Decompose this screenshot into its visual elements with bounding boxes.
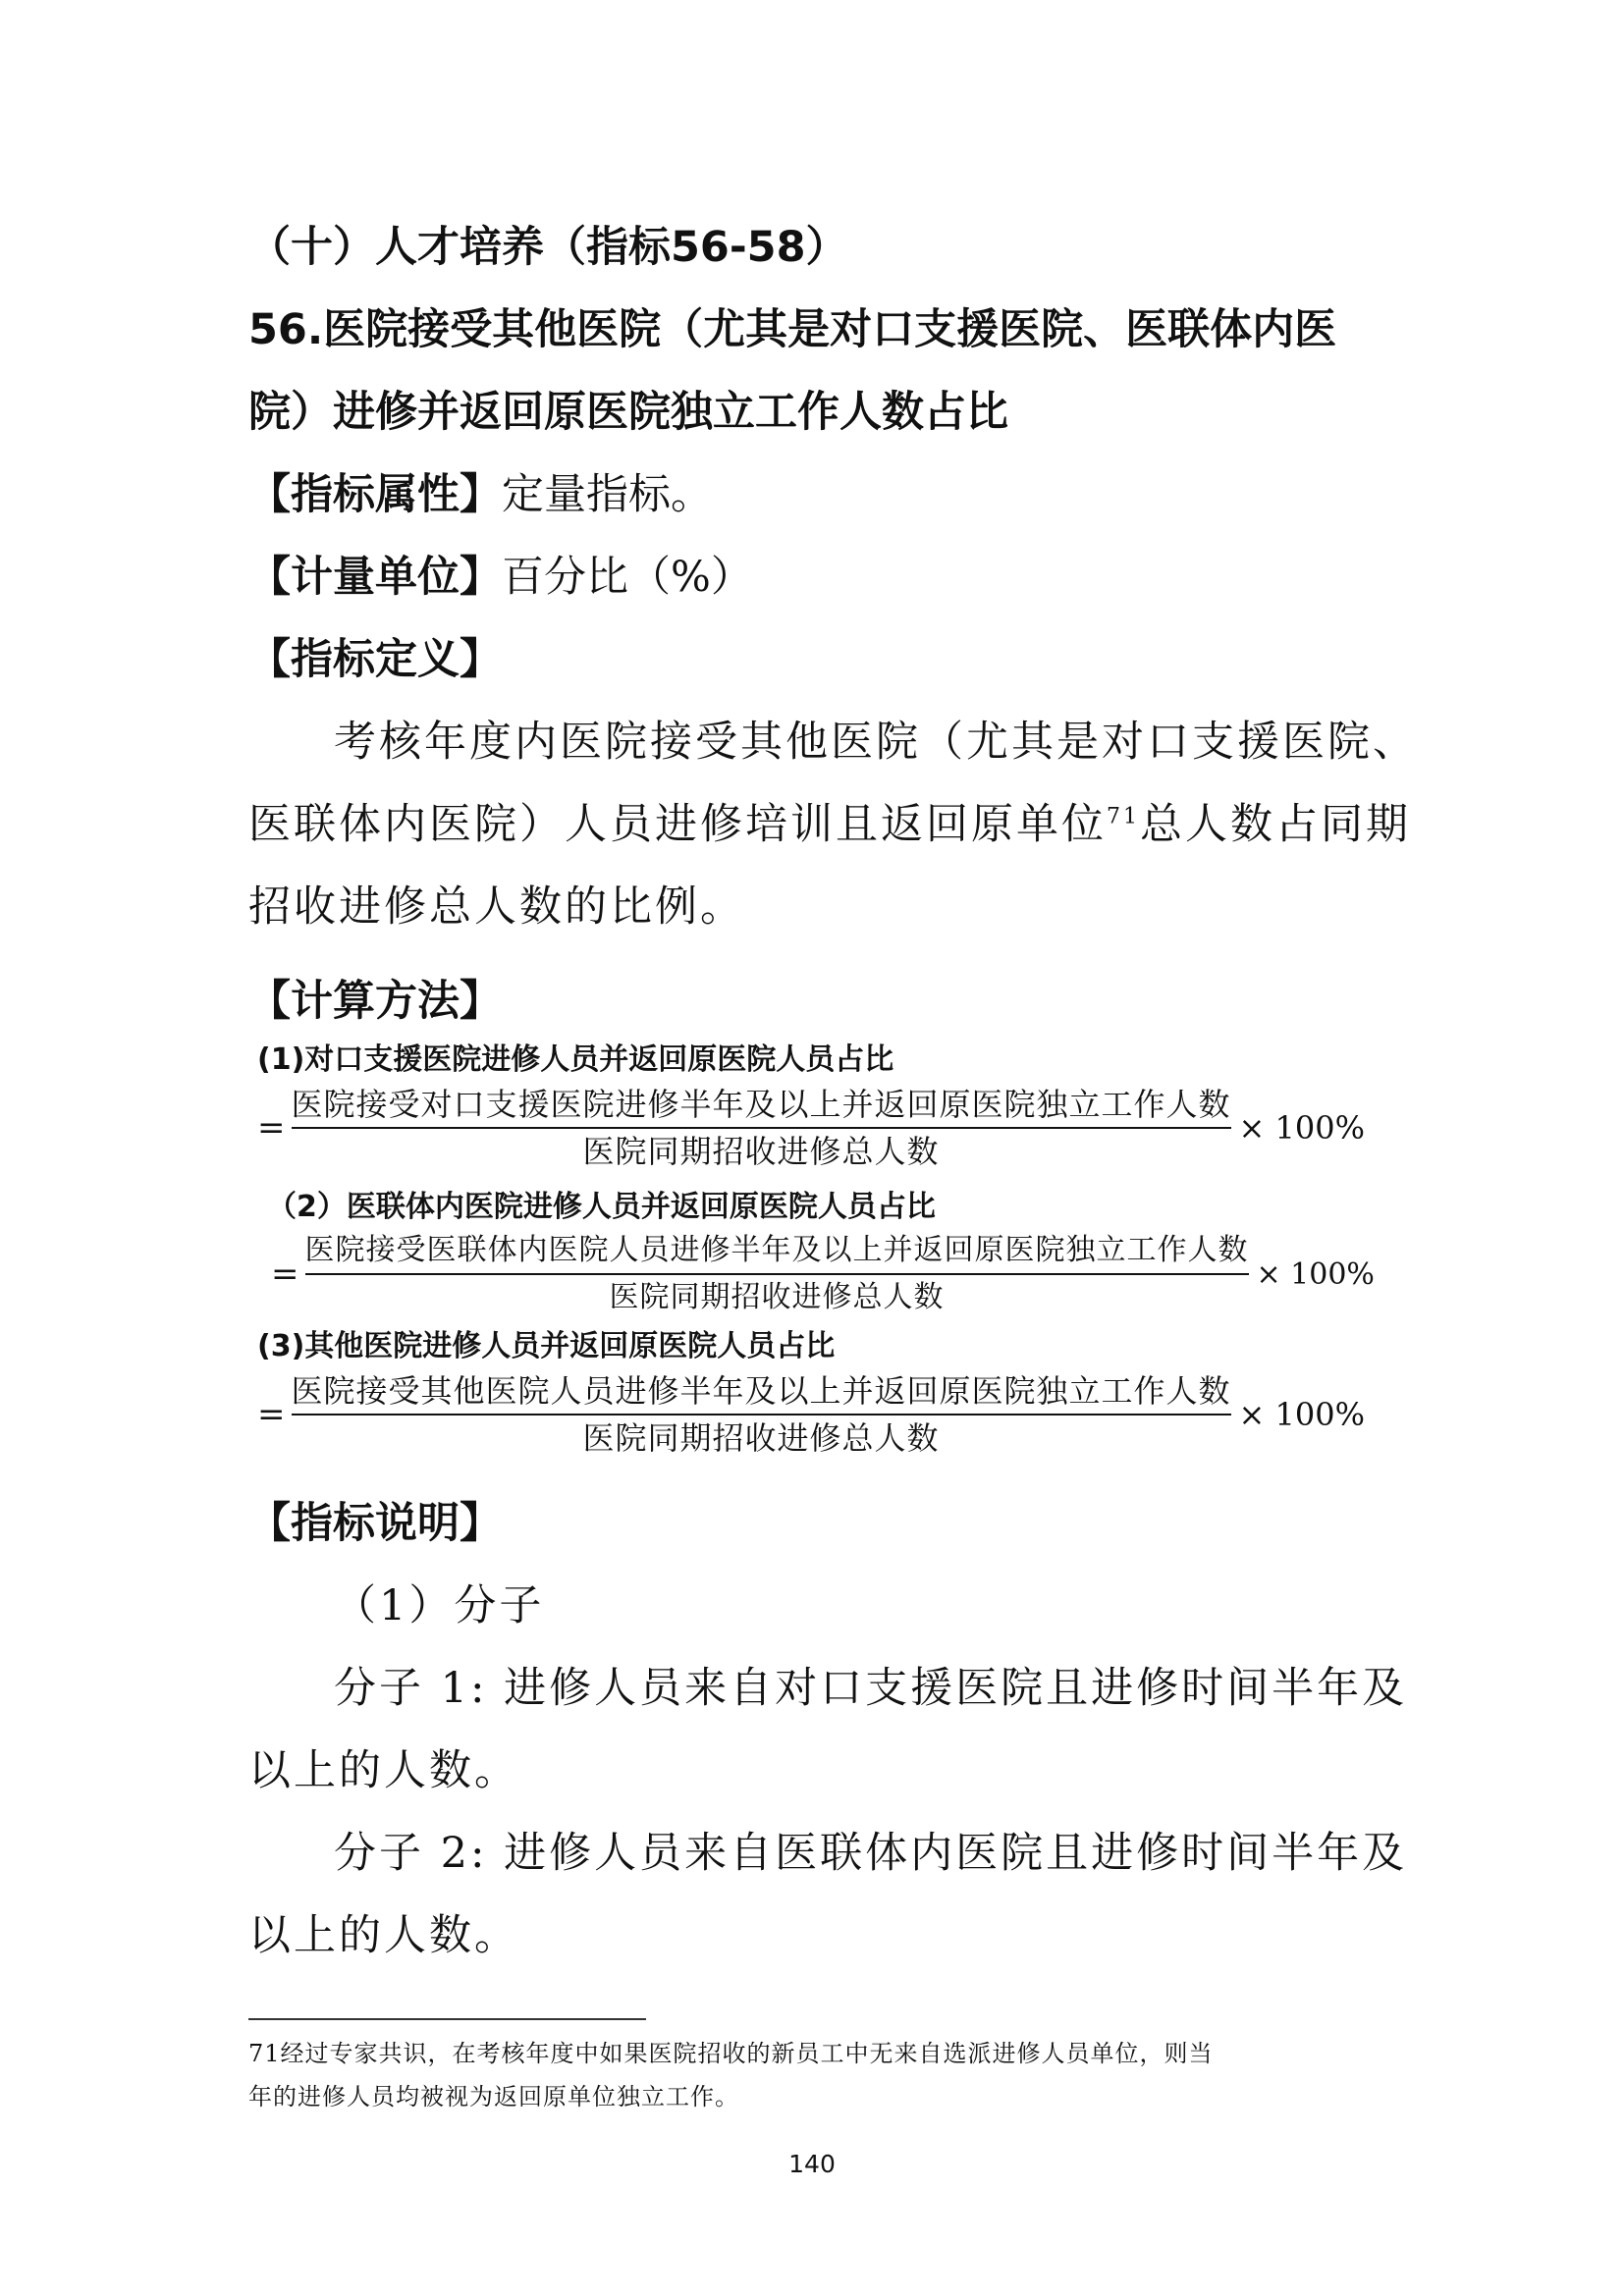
definition-line2 xyxy=(248,795,1411,854)
definition-line2b: 总人数占同期 xyxy=(1140,800,1411,849)
numerator1-line2: 以上的人数。 xyxy=(248,1746,519,1795)
indicator-title-line1: 56.医院接受其他医院（尤其是对口支援医院、医联体内医 xyxy=(248,305,1337,354)
formula-3-title: (3)其他医院进修人员并返回原医院人员占比 xyxy=(257,1329,836,1363)
attribute-row xyxy=(248,465,713,524)
unit-row xyxy=(248,548,753,607)
indicator-title-line2: 院）进修并返回原医院独立工作人数占比 xyxy=(248,388,1008,437)
calculation-label: 【计算方法】 xyxy=(248,977,502,1026)
definition-line2a: 医联体内医院）人员进修培训且返回原单位 xyxy=(248,800,1107,849)
formula-1-equals: = xyxy=(257,1108,286,1148)
formula-3-numerator: 医院接受其他医院人员进修半年及以上并返回原医院独立工作人数 xyxy=(291,1372,1231,1410)
formula-2 xyxy=(271,1230,1375,1318)
footnote-line1: 71经过专家共识，在考核年度中如果医院招收的新员工中无来自选派进修人员单位，则当 xyxy=(248,2040,1214,2067)
attribute-label: 【指标属性】 xyxy=(248,470,502,519)
numerator2-line1: 分子 2: 进修人员来自医联体内医院且进修时间半年及 xyxy=(334,1829,1408,1878)
explanation-sub1: （1）分子 xyxy=(334,1581,545,1630)
formula-1-numerator: 医院接受对口支援医院进修半年及以上并返回原医院独立工作人数 xyxy=(291,1086,1231,1123)
formula-3-denominator: 医院同期招收进修总人数 xyxy=(582,1419,940,1457)
definition-line3: 招收进修总人数的比例。 xyxy=(248,882,745,932)
formula-2-denominator: 医院同期招收进修总人数 xyxy=(609,1280,945,1314)
definition-label: 【指标定义】 xyxy=(248,635,502,684)
footnote-separator xyxy=(248,2018,646,2020)
formula-2-equals: = xyxy=(271,1255,299,1294)
formula-1-title: (1)对口支援医院进修人员并返回原医院人员占比 xyxy=(257,1042,894,1077)
formula-1-fraction-bar xyxy=(292,1127,1231,1129)
formula-2-fraction-bar xyxy=(305,1273,1249,1275)
footnote-reference[interactable]: 71 xyxy=(1107,804,1140,829)
formula-3-fraction xyxy=(292,1370,1231,1459)
footnote-line2: 年的进修人员均被视为返回原单位独立工作。 xyxy=(248,2083,739,2110)
page-number: 140 xyxy=(788,2150,836,2178)
explanation-label: 【指标说明】 xyxy=(248,1499,502,1548)
formula-3-fraction-bar xyxy=(292,1414,1231,1415)
unit-label: 【计量单位】 xyxy=(248,553,502,602)
formula-3-multiplier: × 100% xyxy=(1238,1396,1365,1433)
section-heading: （十）人才培养（指标56-58） xyxy=(248,223,848,272)
unit-value: 百分比（%） xyxy=(502,553,753,602)
formula-1-denominator: 医院同期招收进修总人数 xyxy=(582,1133,940,1170)
formula-2-title: （2）医联体内医院进修人员并返回原医院人员占比 xyxy=(267,1190,936,1224)
formula-1 xyxy=(257,1084,1365,1172)
formula-3 xyxy=(257,1370,1365,1459)
formula-1-multiplier: × 100% xyxy=(1238,1109,1365,1147)
formula-2-fraction xyxy=(305,1230,1249,1318)
attribute-value: 定量指标。 xyxy=(502,470,713,519)
formula-2-numerator: 医院接受医联体内医院人员进修半年及以上并返回原医院独立工作人数 xyxy=(304,1233,1249,1267)
formula-3-equals: = xyxy=(257,1395,286,1434)
definition-line1: 考核年度内医院接受其他医院（尤其是对口支援医院、 xyxy=(334,718,1418,767)
numerator2-line2: 以上的人数。 xyxy=(248,1911,519,1960)
numerator1-line1: 分子 1: 进修人员来自对口支援医院且进修时间半年及 xyxy=(334,1664,1408,1713)
formula-2-multiplier: × 100% xyxy=(1256,1256,1375,1292)
formula-1-fraction xyxy=(292,1084,1231,1172)
